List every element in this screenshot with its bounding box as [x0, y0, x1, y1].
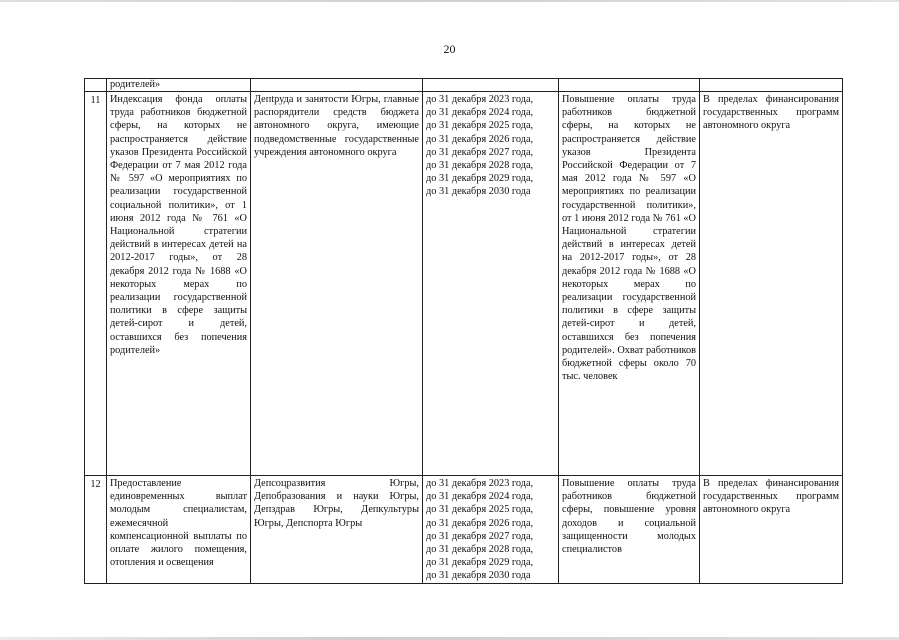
funding-cell: В пределах финансирования государственных программ автономного округа	[700, 476, 843, 584]
cell-num-continuation	[85, 79, 107, 92]
cell-empty	[700, 79, 843, 92]
event-cell: Предоставление единовременных выплат молодым специалистам, ежемесячной компенсационной выплаты по оплате жилого помещения, отопления и освещения	[107, 476, 251, 584]
row-number: 11	[85, 92, 107, 476]
responsible-cell: Депсоцразвития Югры, Депобразования и науки Югры, Депздрав Югры, Депкультуры Югры, Депспорта Югры	[251, 476, 423, 584]
deadlines-cell: до 31 декабря 2023 года, до 31 декабря 2024 года, до 31 декабря 2025 года, до 31 декабря 2026 года, до 31 декабря 2027 года, до 31 декабря 2028 года, до 31 декабря 2029 года, до 31 декабря 2030 года	[423, 476, 559, 584]
cell-empty	[251, 79, 423, 92]
cell-empty	[423, 79, 559, 92]
event-cell: Индексация фонда оплаты труда работников бюджетной сферы, на которых не распространяется действие указов Президента Российской Федерации от 7 мая 2012 года № 597 «О мероприятиях по реализации государственной социальной политики», от 1 июня 2012 года № 761 «О Национальной стратегии действий в интересах детей на 2012-2017 годы», от 28 декабря 2012 года № 1688 «О некоторых мерах по реализации государственной политики в сфере защиты детей-сирот и детей, оставшихся без попечения родителей»	[107, 92, 251, 476]
table-row-continuation	[85, 79, 843, 92]
measures-table	[84, 78, 843, 584]
page-number: 20	[443, 42, 456, 56]
table-row	[85, 476, 843, 584]
deadlines-cell: до 31 декабря 2023 года, до 31 декабря 2024 года, до 31 декабря 2025 года, до 31 декабря 2026 года, до 31 декабря 2027 года, до 31 декабря 2028 года, до 31 декабря 2029 года, до 31 декабря 2030 года	[423, 92, 559, 476]
result-cell: Повышение оплаты труда работников бюджетной сферы, повышение уровня доходов и социальной защищенности молодых специалистов	[559, 476, 700, 584]
result-cell: Повышение оплаты труда работников бюджетной сферы, на которых не распространяется действие указов Президента Российской Федерации от 7 мая 2012 года № 597 «О мероприятиях по реализации государственной политики», от 1 июня 2012 года № 761 «О Национальной стратегии действий в интересах детей на 2012-2017 годы», от 28 декабря 2012 года № 1688 «О некоторых мерах по реализации государственной политики в сфере защиты детей-сирот и детей, оставшихся без попечения родителей». Охват работников бюджетной сферы около 70 тыс. человек	[559, 92, 700, 476]
cell-continuation-text: родителей»	[107, 79, 251, 92]
scan-top-edge	[0, 0, 899, 2]
responsible-cell: Депtруда и занятости Югры, главные распорядители средств бюджета автономного округа, имеющие подведомственные государственные учреждения автономного округа	[251, 92, 423, 476]
cell-empty	[559, 79, 700, 92]
funding-cell: В пределах финансирования государственных программ автономного округа	[700, 92, 843, 476]
table-row	[85, 92, 843, 476]
row-number: 12	[85, 476, 107, 584]
